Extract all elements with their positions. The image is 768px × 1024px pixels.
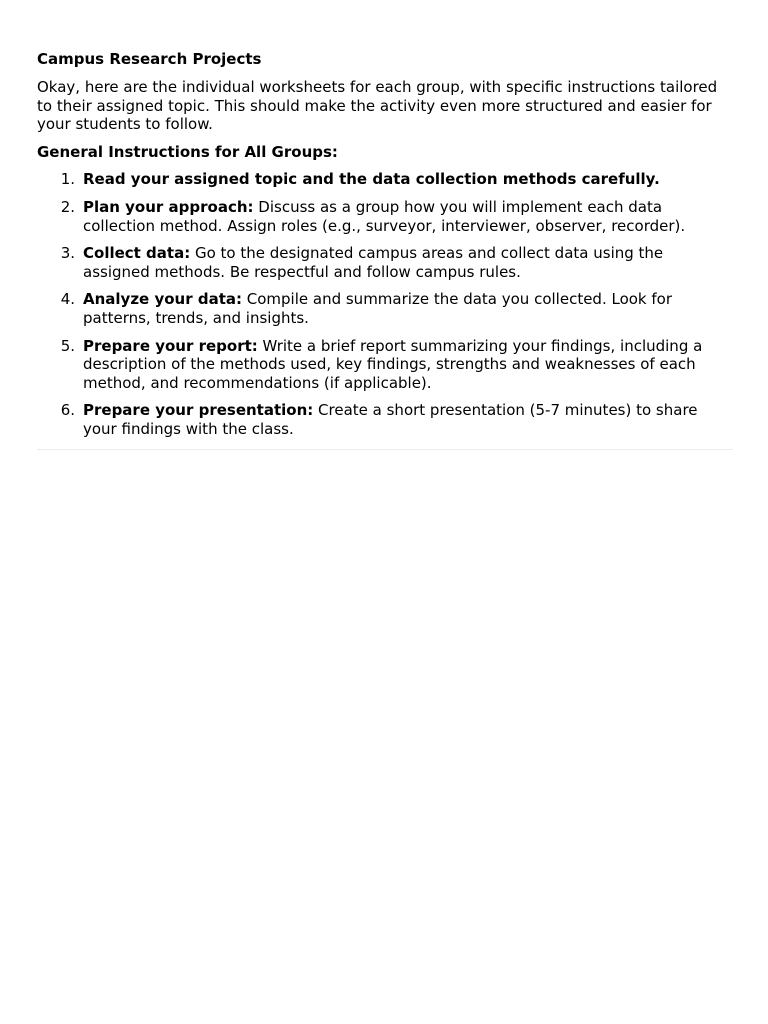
list-item-number: 6. [60,401,75,420]
list-item-number: 4. [60,290,75,309]
list-item-lead: Read your assigned topic and the data collection methods carefully. [83,170,660,189]
list-item-lead: Prepare your report: [83,336,258,355]
list-item-number: 1. [60,170,75,189]
list-item-number: 3. [60,244,75,263]
document-content [37,50,733,450]
list-item [37,244,733,281]
list-item-lead: Prepare your presentation: [83,401,314,420]
list-item-number: 5. [60,336,75,355]
instructions-list [37,170,733,438]
list-item-lead: Collect data: [83,244,191,263]
list-item-text: Write a brief report summarizing your findings, including a description of the methods used, key findings, strengths and weaknesses of each method, and recommendations (if applicable). [83,336,703,392]
list-item-lead: Analyze your data: [83,290,242,309]
list-item [37,337,733,393]
list-item [37,401,733,438]
document-title: Campus Research Projects [37,50,262,68]
list-item [37,290,733,327]
divider [37,449,733,450]
list-item-text: Compile and summarize the data you collected. Look for patterns, trends, and insights. [83,290,673,327]
general-instructions-heading: General Instructions for All Groups: [37,142,338,161]
list-item-lead: Plan your approach: [83,197,254,216]
list-item-number: 2. [60,197,75,216]
list-item-text: Go to the designated campus areas and collect data using the assigned methods. Be respectful and follow campus rules. [83,244,664,281]
list-item [37,198,733,235]
list-item-text: Discuss as a group how you will implement each data collection method. Assign roles (e.g., surveyor, interviewer, observer, recorder). [83,197,686,235]
list-item-text: Create a short presentation (5-7 minutes) to share your findings with the class. [83,401,698,438]
intro-paragraph: Okay, here are the individual worksheets for each group, with specific instructions tailored to their assigned topic. This should make the activity even more structured and easier for your students to follow. [37,78,718,134]
list-item [37,170,733,189]
